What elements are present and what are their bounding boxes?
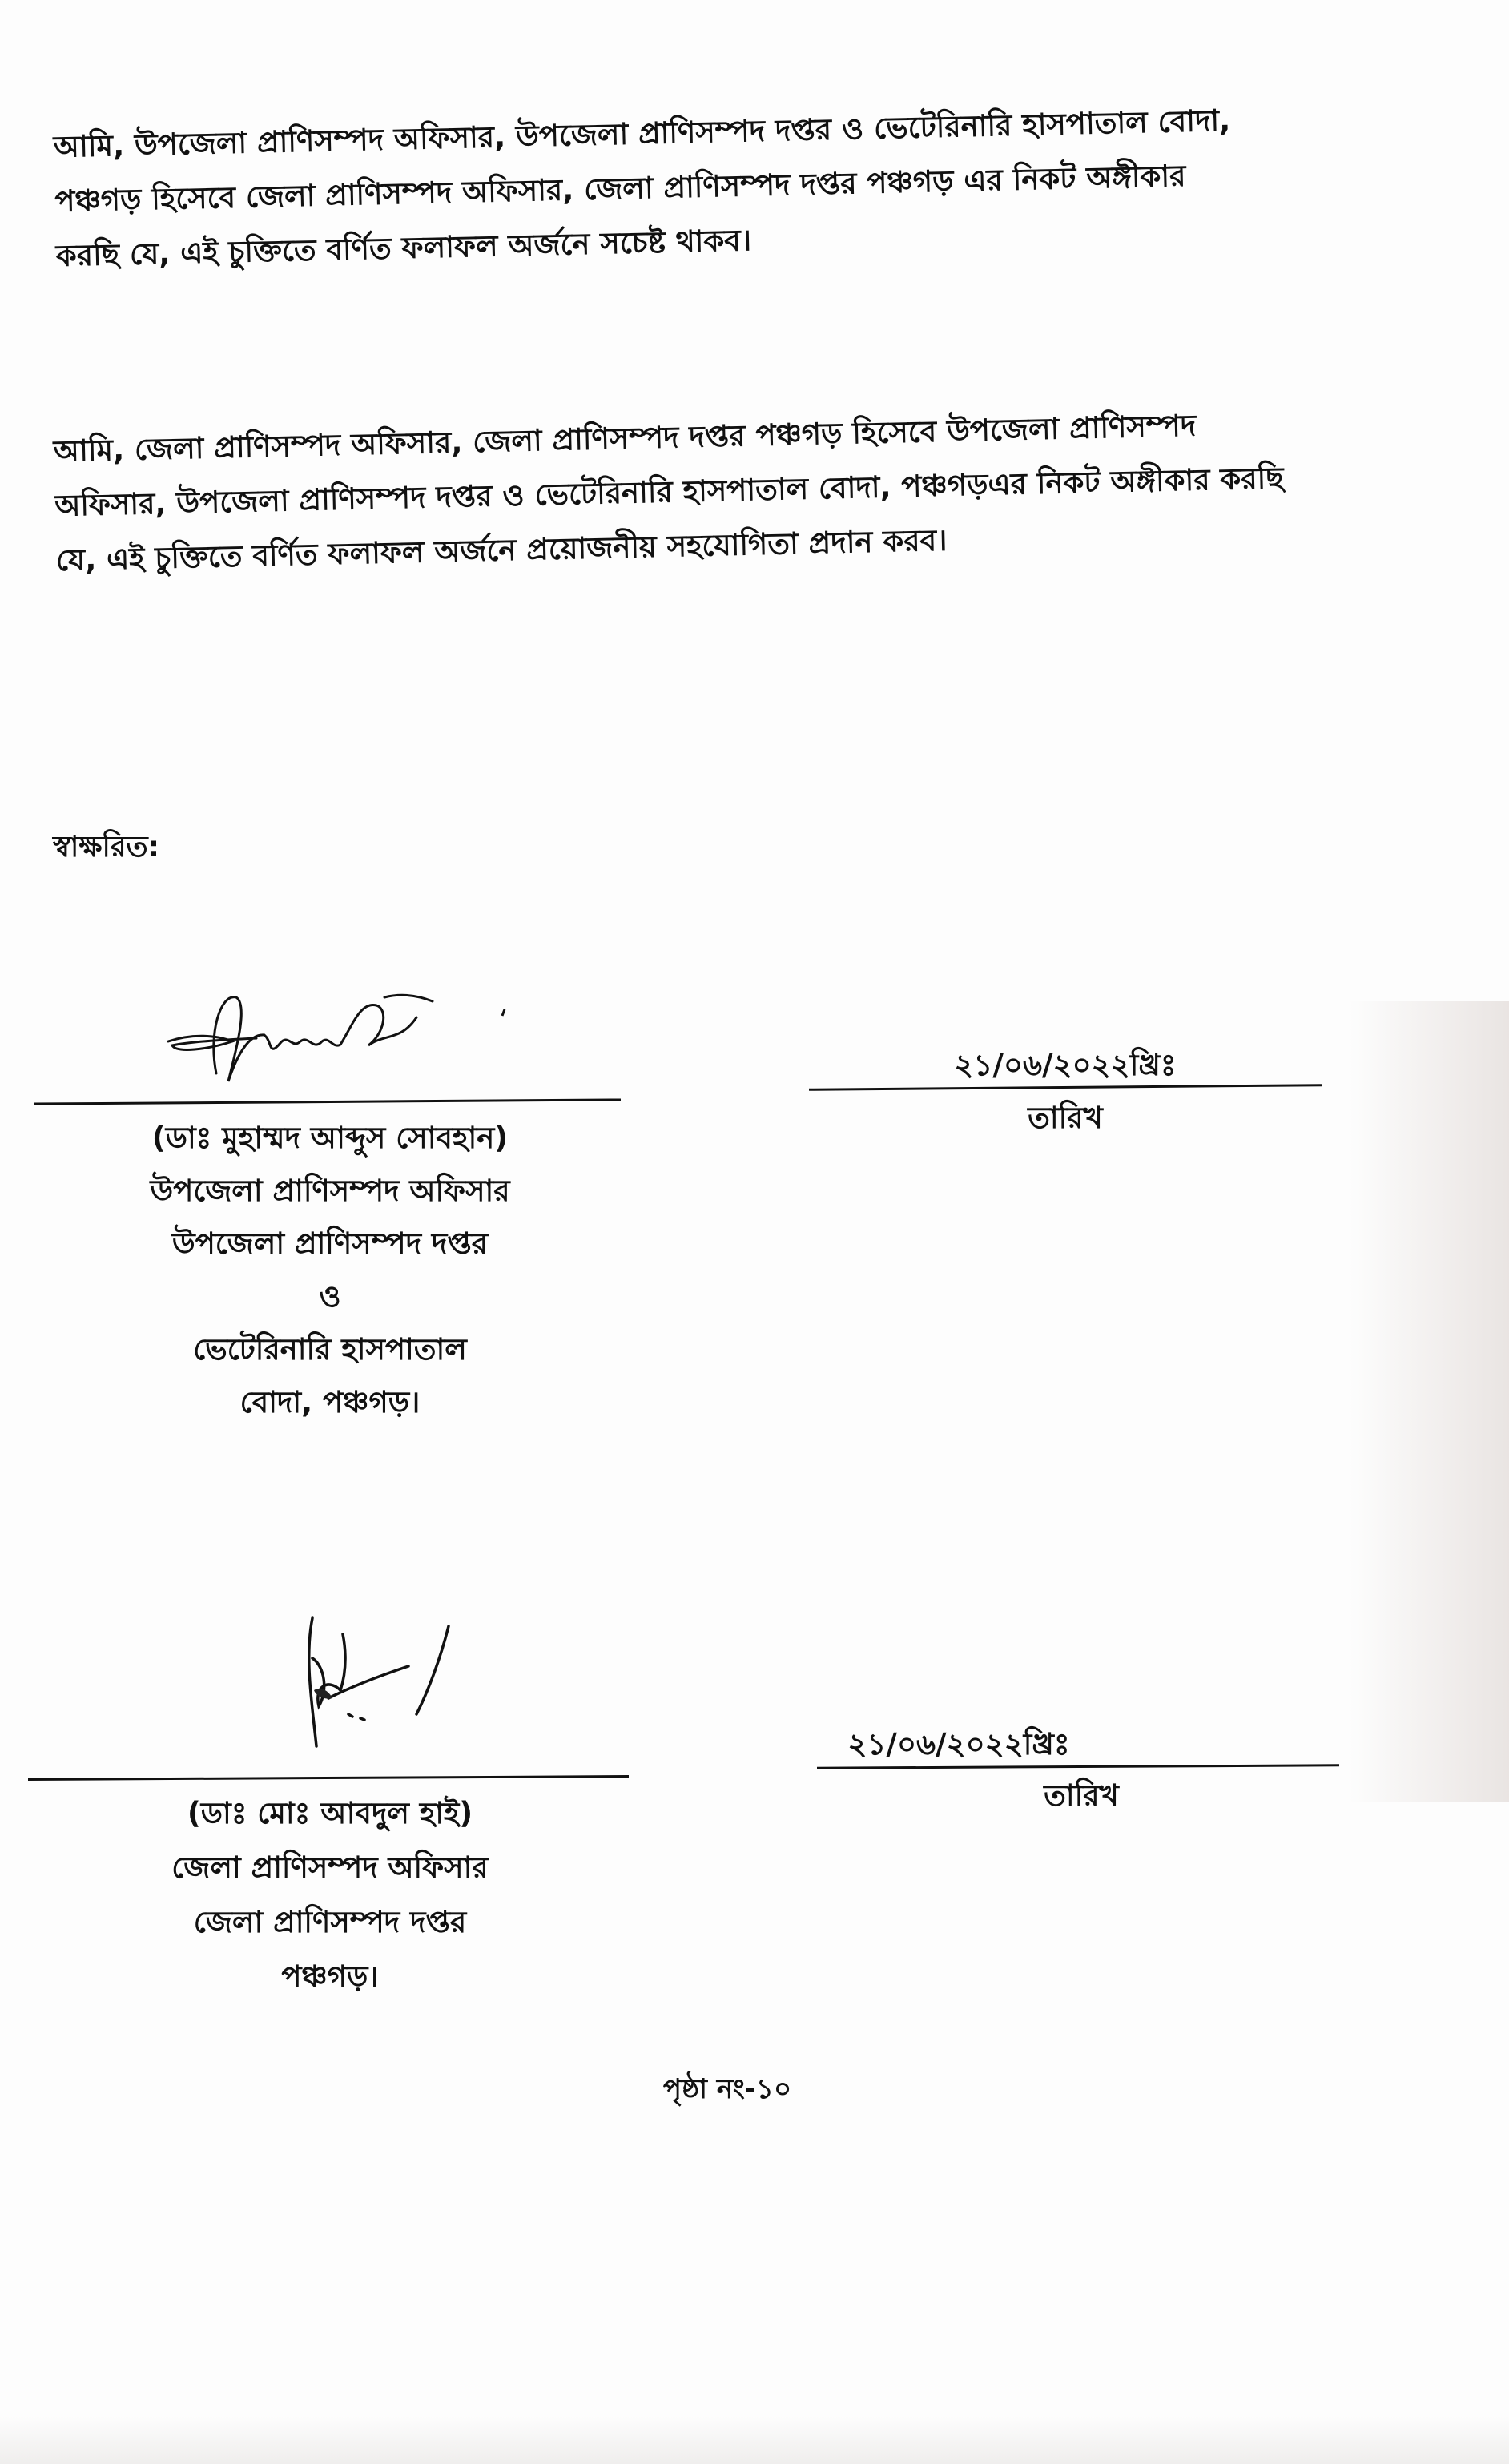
signatory-1-name: (ডাঃ মুহাম্মদ আব্দুস সোবহান) <box>151 1121 509 1155</box>
signatory-1-designation: উপজেলা প্রাণিসম্পদ অফিসার <box>150 1174 510 1208</box>
signatory-1-hospital: ভেটেরিনারি হাসপাতাল <box>193 1332 467 1367</box>
signatory-2-location: পঞ্চগড়। <box>281 1959 379 1994</box>
paragraph-line: আমি, উপজেলা প্রাণিসম্পদ অফিসার, উপজেলা প্রাণিসম্পদ দপ্তর ও ভেটেরিনারি হাসপাতাল বোদা, <box>53 103 1231 164</box>
pledge-paragraph-2 <box>53 397 1306 588</box>
page-bottom-shadow <box>0 2416 1509 2464</box>
signature-1 <box>160 985 465 1097</box>
signatory-2-designation: জেলা প্রাণিসম্পদ অফিসার <box>171 1850 489 1885</box>
signature-line-1 <box>34 1098 621 1105</box>
paragraph-line: করছি যে, এই চুক্তিতে বর্ণিত ফলাফল অর্জনে সচেষ্ট থাকব। <box>55 223 752 273</box>
signature-2 <box>280 1610 489 1754</box>
paragraph-line: যে, এই চুক্তিতে বর্ণিত ফলাফল অর্জনে প্রয়োজনীয় সহযোগিতা প্রদান করব। <box>55 522 948 578</box>
signatory-2-details <box>50 1786 610 2004</box>
signed-label: স্বাক্ষরিত: <box>53 831 160 864</box>
paragraph-line: অফিসার, উপজেলা প্রাণিসম্পদ দপ্তর ও ভেটেরিনারি হাসপাতাল বোদা, পঞ্চগড়এর নিকট অঙ্গীকার করছি <box>54 461 1285 523</box>
signatory-1-date-label: তারিখ <box>1028 1101 1103 1135</box>
paragraph-line: আমি, জেলা প্রাণিসম্পদ অফিসার, জেলা প্রাণিসম্পদ দপ্তর পঞ্চগড় হিসেবে উপজেলা প্রাণিসম্পদ <box>53 408 1197 469</box>
signature-line-2 <box>28 1775 629 1781</box>
signatory-1-office: উপজেলা প্রাণিসম্পদ দপ্তর <box>171 1226 489 1261</box>
signatory-1-conjunction: ও <box>319 1279 341 1314</box>
paragraph-line: পঞ্চগড় হিসেবে জেলা প্রাণিসম্পদ অফিসার, জেলা প্রাণিসম্পদ দপ্তর পঞ্চগড় এর নিকট অঙ্গীকার <box>54 158 1186 219</box>
signatory-2-name: (ডাঃ মোঃ আবদুল হাই) <box>187 1796 473 1830</box>
signatory-1-date: ২১/০৬/২০২২খ্রিঃ <box>954 1048 1177 1082</box>
signatory-2-date: ২১/০৬/২০২২খ্রিঃ <box>847 1727 1070 1761</box>
signatory-1-location: বোদা, পঞ্চগড়। <box>239 1385 421 1419</box>
signatory-2-office: জেলা প্রাণিসম্পদ দপ্তর <box>193 1905 467 1939</box>
page-number: পৃষ্ঠা নং-১০ <box>662 2073 792 2105</box>
page-edge-shadow <box>1349 1001 1509 1802</box>
signatory-2-date-label: তারিখ <box>1044 1778 1119 1813</box>
pledge-paragraph-1 <box>53 92 1306 284</box>
signatory-1-details <box>50 1112 610 1429</box>
